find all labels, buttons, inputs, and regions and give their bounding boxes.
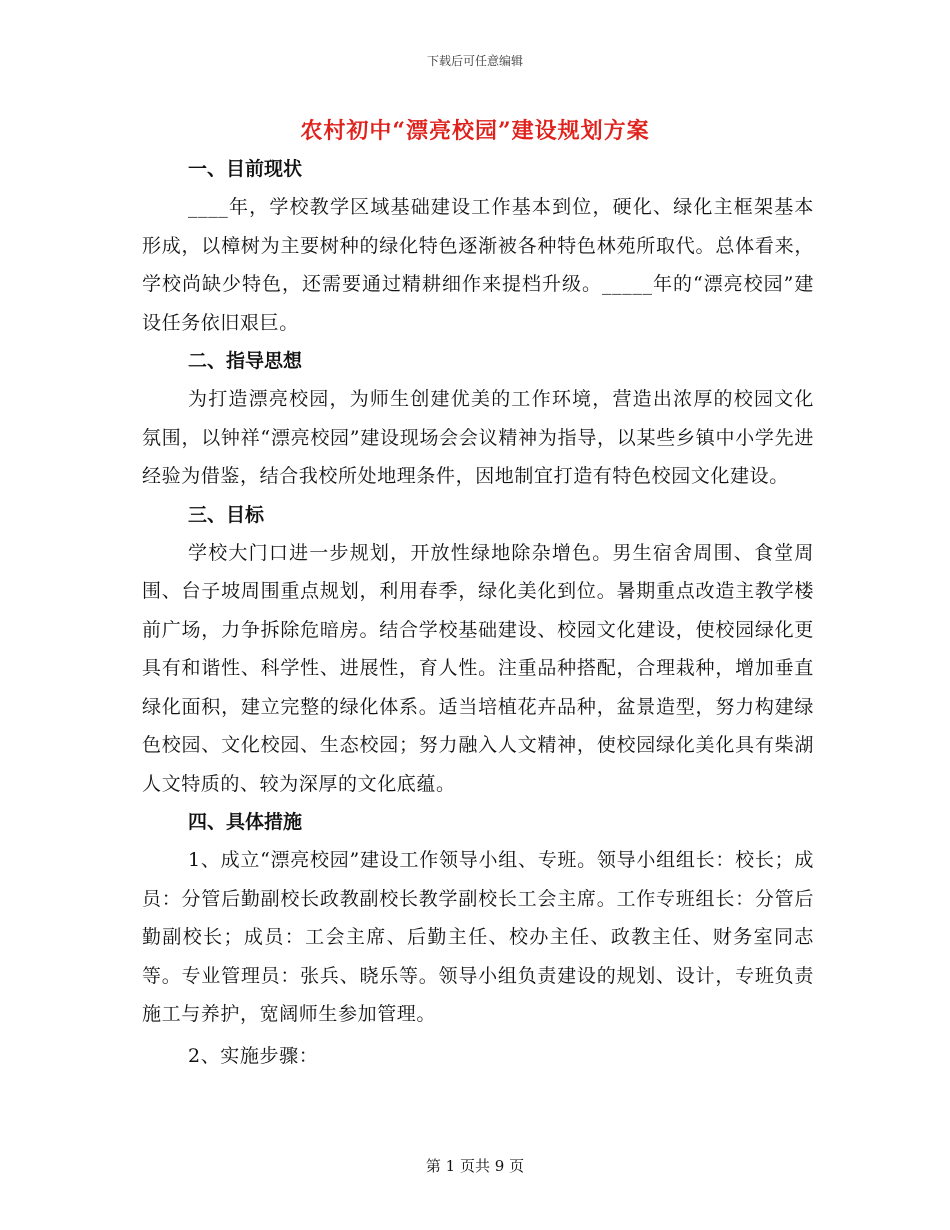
section-paragraph: ____年，学校教学区域基础建设工作基本到位，硬化、绿化主框架基本形成，以樟树为主要树种的绿化特色逐渐被各种特色林苑所取代。总体看来，学校尚缺少特色，还需要通过精耕细作来提档升级。_____年的“漂亮校园”建设任务依旧艰巨。 [142,196,814,334]
section-heading: 二、指导思想 [188,350,303,373]
section-goals [142,496,814,803]
section-heading: 四、具体措施 [188,810,303,833]
document-title: 农村初中“漂亮校园”建设规划方案 [300,118,650,144]
section-heading: 一、目前现状 [188,158,303,180]
section-current-status [142,150,814,342]
page-footer-number: 第 1 页共 9 页 [425,1157,525,1175]
section-specific-measures [142,803,814,1076]
section-paragraph: 1、成立“漂亮校园”建设工作领导小组、专班。领导小组组长：校长；成员：分管后勤副校长政教副校长教学副校长工会主席。工作专班组长：分管后勤副校长；成员：工会主席、后勤主任、校办主任、政教主任、财务室同志等。专业管理员：张兵、晓乐等。领导小组负责建设的规划、设计，专班负责施工与养护，宽阔师生参加管理。 [142,849,814,1025]
page-header-note: 下载后可任意编辑 [426,54,523,68]
section-heading: 三、目标 [188,503,265,526]
section-guiding-ideology [142,342,814,496]
section-paragraph: 学校大门口进一步规划，开放性绿地除杂增色。男生宿舍周围、食堂周围、台子坡周围重点规划，利用春季，绿化美化到位。暑期重点改造主教学楼前广场，力争拆除危暗房。结合学校基础建设、校园文化建设，使校园绿化更具有和谐性、科学性、进展性，育人性。注重品种搭配，合理栽种，增加垂直绿化面积，建立完整的绿化体系。适当培植花卉品种，盆景造型，努力构建绿色校园、文化校园、生态校园；努力融入人文精神，使校园绿化美化具有柴湖人文特质的、较为深厚的文化底蕴。 [142,542,814,795]
document-body [142,150,814,1076]
section-paragraph: 2、实施步骤： [188,1045,319,1068]
section-paragraph: 为打造漂亮校园，为师生创建优美的工作环境，营造出浓厚的校园文化氛围，以钟祥“漂亮校园”建设现场会会议精神为指导，以某些乡镇中小学先进经验为借鉴，结合我校所处地理条件，因地制宜打造有特色校园文化建设。 [142,388,814,488]
